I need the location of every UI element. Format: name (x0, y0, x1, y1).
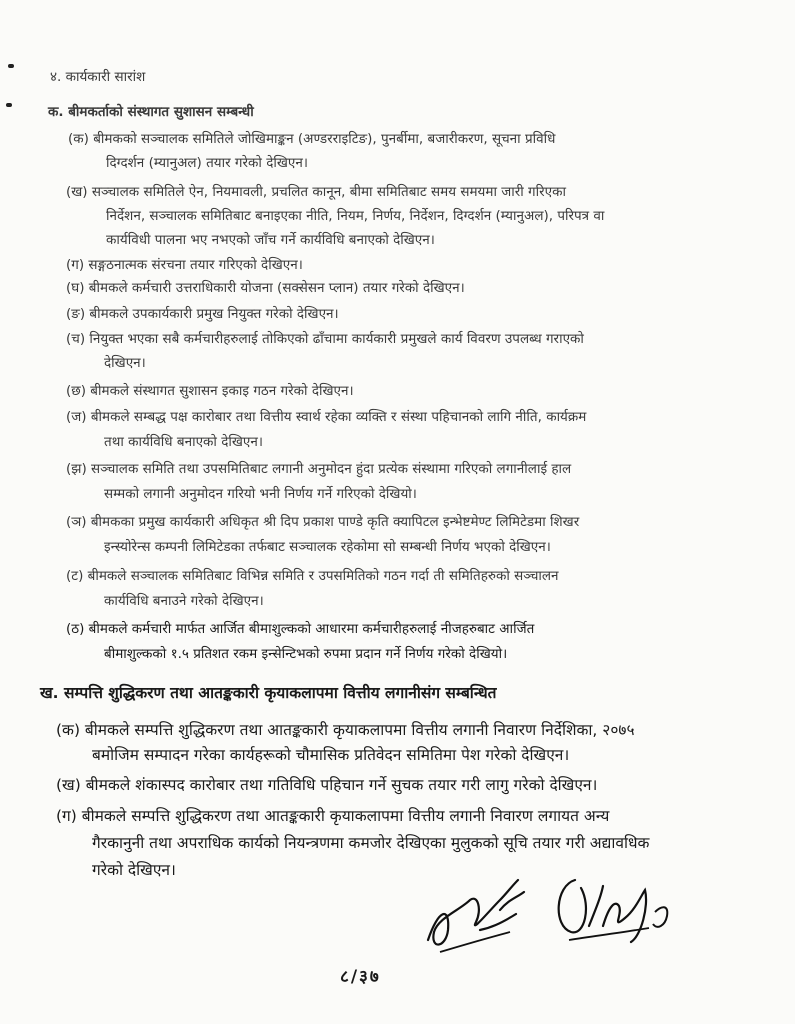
signature-1 (420, 870, 540, 960)
section-heading: ४. कार्यकारी सारांश (50, 69, 146, 85)
list-item-continuation: बीमाशुल्कको १.५ प्रतिशत रकम इन्सेन्टिभको रुपमा प्रदान गर्ने निर्णय गरेको देखियो। (104, 646, 508, 662)
list-item: (ठ) बीमकले कर्मचारी मार्फत आर्जित बीमाशुल्कको आधारमा कर्मचारीहरुलाई नीजहरुबाट आर्जित (66, 621, 535, 637)
list-item: (ञ) बीमकका प्रमुख कार्यकारी अधिकृत श्री दिप प्रकाश पाण्डे कृति क्यापिटल इन्भेष्टमेण्ट लिमिटेडमा शिखर (66, 514, 580, 530)
list-item: (छ) बीमकले संस्थागत सुशासन इकाइ गठन गरेको देखिएन। (66, 383, 354, 399)
list-item: (ख) बीमकले शंकास्पद कारोबार तथा गतिविधि पहिचान गर्ने सुचक तयार गरी लागु गरेको देखिएन। (56, 776, 598, 794)
list-item-continuation: तथा कार्यविधि बनाएको देखिएन। (104, 434, 263, 450)
list-item-continuation: निर्देशन, सञ्चालक समितिबाट बनाइएका नीति, नियम, निर्णय, निर्देशन, दिग्दर्शन (म्यानुअल), परिपत्र वा (106, 208, 605, 224)
list-item: (ट) बीमकले सञ्चालक समितिबाट विभिन्न समिति र उपसमितिको गठन गर्दा ती समितिहरुको सञ्चालन (66, 568, 559, 584)
list-item: (झ) सञ्चालक समिति तथा उपसमितिबाट लगानी अनुमोदन हुंदा प्रत्येक संस्थामा गरिएको लगानीलाई हाल (66, 461, 572, 477)
list-item-continuation: दिग्दर्शन (म्यानुअल) तयार गरेको देखिएन। (106, 155, 308, 171)
list-item-continuation: गैरकानुनी तथा अपराधिक कार्यको नियन्त्रणमा कमजोर देखिएका मुलुकको सूचि तयार गरी अद्यावधिक (92, 834, 650, 852)
list-item: (क) बीमकको सञ्चालक समितिले जोखिमाङ्कन (अण्डरराइटिङ), पुनर्बीमा, बजारीकरण, सूचना प्रविधि (68, 131, 556, 147)
scan-mark (8, 64, 14, 68)
list-item-continuation: इन्स्योरेन्स कम्पनी लिमिटेडका तर्फबाट सञ्चालक रहेकोमा सो सम्बन्धी निर्णय भएको देखिएन। (104, 539, 551, 555)
list-item-continuation: सम्मको लगानी अनुमोदन गरियो भनी निर्णय गर्ने गरिएको देखियो। (104, 486, 417, 502)
list-item: (घ) बीमकले कर्मचारी उत्तराधिकारी योजना (सक्सेसन प्लान) तयार गरेको देखिएन। (66, 280, 465, 296)
list-item-continuation: देखिएन। (104, 355, 146, 371)
list-item-continuation: गरेको देखिएन। (92, 861, 176, 879)
page-number: ८/३७ (340, 967, 381, 987)
list-item: (ज) बीमकले सम्बद्ध पक्ष कारोबार तथा वित्तीय स्वार्थ रहेका व्यक्ति र संस्था पहिचानको लागि नीति, कार्यक्रम (66, 409, 587, 425)
subsection-heading: क. बीमकर्ताको संस्थागत सुशासन सम्बन्धी (48, 104, 254, 120)
list-item-continuation: बमोजिम सम्पादन गरेका कार्यहरूको चौमासिक प्रतिवेदन समितिमा पेश गरेको देखिएन। (92, 746, 570, 764)
list-item: (ग) सङ्गठनात्मक संरचना तयार गरिएको देखिएन। (66, 257, 303, 273)
list-item: (ख) सञ्चालक समितिले ऐन, नियमावली, प्रचलित कानून, बीमा समितिबाट समय समयमा जारी गरिएका (66, 184, 567, 200)
list-item: (क) बीमकले सम्पत्ति शुद्धिकरण तथा आतङ्ककारी कृयाकलापमा वित्तीय लगानी निवारण निर्देशिका, २०७५ (56, 721, 635, 739)
signature-2 (545, 866, 685, 956)
subsection-heading: ख. सम्पत्ति शुद्धिकरण तथा आतङ्ककारी कृयाकलापमा वित्तीय लगानीसंग सम्बन्धित (40, 684, 497, 702)
list-item-continuation: कार्यविधि बनाउने गरेको देखिएन। (104, 593, 264, 609)
list-item: (ङ) बीमकले उपकार्यकारी प्रमुख नियुक्त गरेको देखिएन। (66, 306, 339, 322)
scan-mark (6, 103, 12, 107)
list-item: (च) नियुक्त भएका सबै कर्मचारीहरुलाई तोकिएको ढाँचामा कार्यकारी प्रमुखले कार्य विवरण उपलब्ध गराएको (66, 331, 584, 347)
list-item-continuation: कार्यविधी पालना भए नभएको जाँच गर्ने कार्यविधि बनाएको देखिएन। (106, 232, 435, 248)
list-item: (ग) बीमकले सम्पत्ति शुद्धिकरण तथा आतङ्ककारी कृयाकलापमा वित्तीय लगानी निवारण लगायत अन्य (56, 807, 610, 825)
